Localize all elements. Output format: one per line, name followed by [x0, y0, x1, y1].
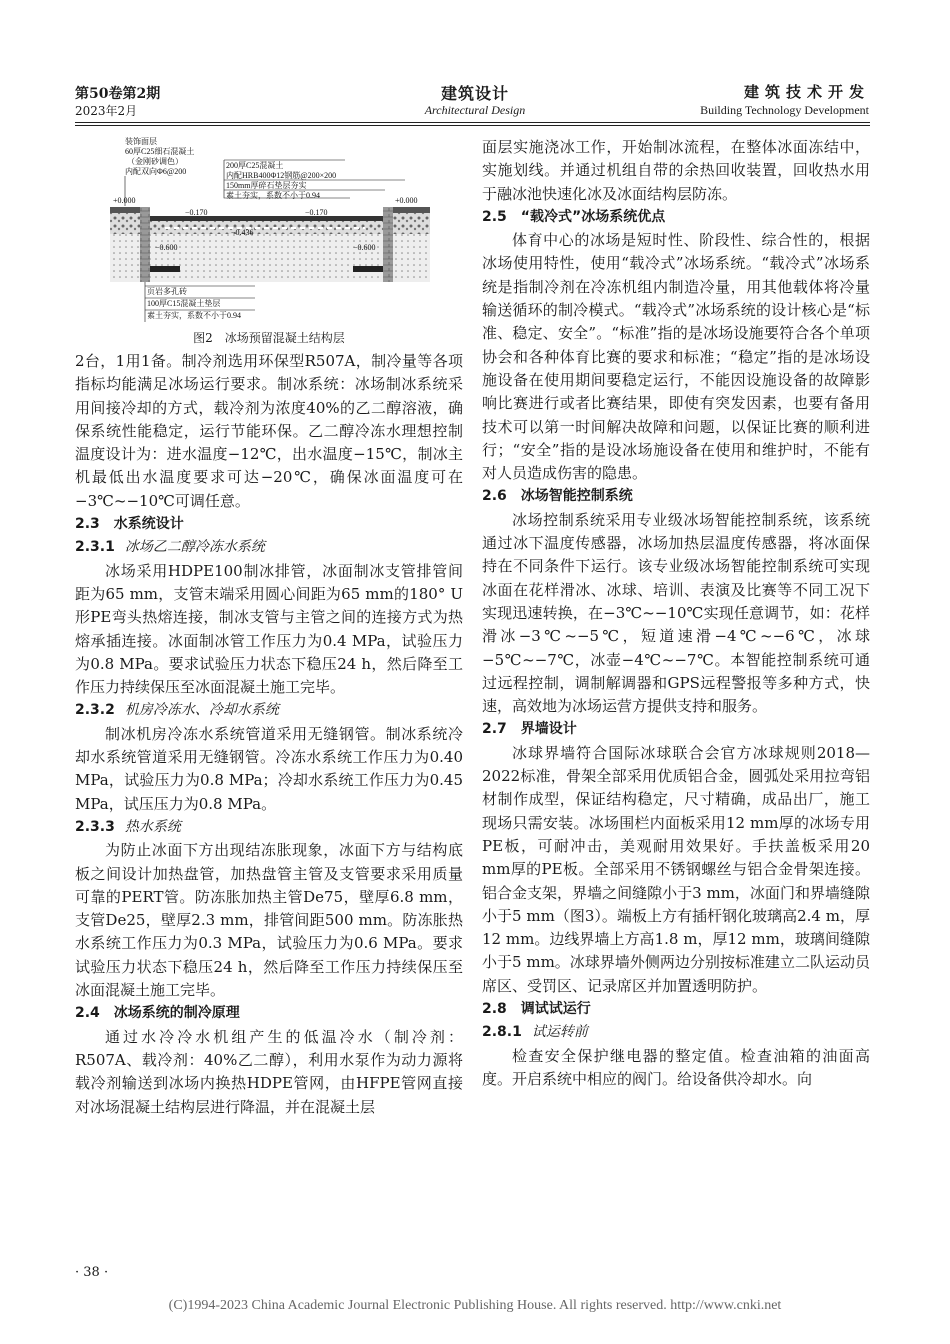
fig-elev-left-ice: −0.170 [185, 208, 208, 217]
fig-label-gravel: 150mm厚碎石垫层夯实 [226, 181, 307, 190]
fig-label-mesh: 内配双向Φ6@200 [125, 167, 187, 176]
paragraph: 通过水冷冷水机组产生的低温冷水（制冷剂：R507A、载冷剂：40%乙二醇），利用水泵作为动力源将载冷剂输送到冰场内换热HDPE管网，由HFPE管网直接对冰场混凝土结构层进行降温，并在混凝土层 [75, 1027, 463, 1116]
journal-title-cn: 建筑设计 [440, 84, 509, 103]
fig-label-color: （金刚砂调色） [127, 157, 183, 166]
section-heading-2-3: 2.3 水系统设计 [75, 516, 184, 533]
header-rule-thin [75, 125, 870, 126]
figure-2 [75, 136, 463, 350]
subsection-heading-2-3-2 [75, 699, 463, 722]
fig-elev-right-ice: −0.170 [305, 208, 328, 217]
journal-volume: 第50卷第2期 [75, 86, 161, 102]
paragraph: 冰球界墙符合国际冰球联合会官方冰球规则2018—2022标准，骨架全部采用优质铝合金，圆弧处采用拉弯铝材制作成型，保证结构稳定，尺寸精确，成品出厂，施工现场只需安装。冰场围栏内面板采用12 mm厚的冰场专用PE板，可耐冲击，美观耐用效果好。手扶盖板采用20 mm厚的PE板。全部采用不锈钢螺丝与铝合金骨架连接。铝合金支架，界墙之间缝隙小于3 mm，冰面门和界墙缝隙小于5 mm（图3）。端板上方有插杆钢化玻璃高2.4 m，厚12 mm。边线界墙上方高1.8 m，厚12 mm，玻璃间缝隙小于5 mm。冰球界墙外侧两边分别按标准建立二队运动员席区、受罚区、记录席区并加置透明防护。 [482, 743, 870, 995]
section-title-en: Building Technology Development [700, 103, 869, 117]
subsection-heading-2-8-1 [482, 1021, 870, 1044]
structure-section-diagram [105, 136, 435, 326]
page-number: · 38 · [75, 1265, 109, 1280]
fig-label-slab: 200厚C25混凝土 [226, 161, 284, 170]
subsection-title: 冰场乙二醇冷冻水系统 [124, 539, 265, 556]
right-footing [353, 266, 383, 272]
journal-date: 2023年2月 [75, 104, 138, 118]
right-brick-wall [383, 207, 393, 282]
left-soil [110, 234, 140, 282]
subsection-title: 机房冷冻水、冷却水系统 [124, 702, 279, 719]
subgrade-soil [150, 234, 383, 282]
figure-caption: 图2 冰场预留混凝土结构层 [193, 331, 345, 345]
subsection-number: 2.3.3 [75, 818, 115, 835]
fig-elev-left-bottom: −0.600 [155, 243, 178, 252]
paragraph: 制冰机房冷冻水系统管道采用无缝钢管。制冰系统冷却水系统管道采用无缝钢管。冷冻水系统工作压力为0.40 MPa，试验压力为0.8 MPa；冷却水系统工作压力为0.45 MPa，试压压力为0.8 MPa。 [75, 724, 463, 813]
section-heading-2-6: 2.6 冰场智能控制系统 [482, 488, 633, 505]
copyright-notice: (C)1994-2023 China Academic Journal Electronic Publishing House. All rights reserved. http://www.cnki.net [168, 1298, 782, 1313]
section-heading-2-8: 2.8 调试试运行 [482, 1000, 591, 1017]
fig-label-brick: 页岩多孔砖 [147, 287, 187, 296]
subsection-number: 2.8.1 [482, 1024, 522, 1041]
subsection-number: 2.3.2 [75, 702, 115, 719]
fig-label-topping: 60厚C25细石混凝土 [125, 147, 195, 156]
header-rule [75, 122, 870, 123]
fig-label-compacted-soil: 素土夯实，系数不小于0.94 [147, 311, 241, 320]
left-brick-wall [140, 207, 150, 282]
subsection-heading-2-3-3 [75, 816, 463, 839]
paragraph: 为防止冰面下方出现结冻胀现象，冰面下方与结构底板之间设计加热盘管，加热盘管主管及支管要求采用质量可靠的PERT管。防冻胀加热主管De75，壁厚6.8 mm，支管De25，壁厚2.3 mm，排管间距500 mm。防冻胀热水系统工作压力为0.3 MPa，试验压力为0.6 MPa。要求试验压力状态下稳压24 h，然后降至工作压力持续保压至冰面混凝土施工完毕。 [75, 841, 463, 1000]
fig-label-soil: 素土夯实，系数不小于0.94 [226, 191, 320, 200]
paragraph: 体育中心的冰场是短时性、阶段性、综合性的，根据冰场使用特性，使用“载冷式”冰场系统。“载冷式”冰场系统是指制冷剂在冷冻机组内制造冷量，用其他载体将冷量输送循环的制冷模式。“载冷式”冰场系统的设计核心是“标准、稳定、安全”。“标准”指的是冰场设施要符合各个单项协会和各种体育比赛的要求和标准；“稳定”指的是冰场设施设备在使用期间要稳定运行，不能因设施设备的故障影响比赛进行或者比赛结果，即使有突发因素，也要有备用技术可以第一时间解决故障和问题，以保证比赛的顺利进行；“安全”指的是设冰场施设备在使用和维护时，不能有对人员造成伤害的隐患。 [482, 231, 870, 483]
section-heading-2-5: 2.5 “载冷式”冰场系统优点 [482, 208, 666, 225]
fig-elev-right-top: +0.000 [395, 196, 418, 205]
subsection-title: 试运转前 [531, 1024, 588, 1041]
subsection-number: 2.3.1 [75, 539, 115, 556]
fig-label-finish: 装饰面层 [125, 137, 157, 146]
section-title-cn: 建筑技术开发 [743, 83, 870, 101]
paragraph: 冰场采用HDPE100制冰排管，冰面制冰支管排管间距为65 mm，支管末端采用圆心间距为65 mm的180° U形PE弯头热熔连接，制冰支管与主管之间的连接方式为热熔承插连接。冰面制冰管工作压力为0.4 MPa，试验压力为0.8 MPa。要求试验压力状态下稳压24 h，然后降至工作压力持续保压至冰面混凝土施工完毕。 [75, 561, 463, 697]
subsection-heading-2-3-1 [75, 536, 463, 559]
paragraph: 2台，1用1备。制冷剂选用环保型R507A，制冷量等各项指标均能满足冰场运行要求。制冰系统：冰场制冰系统采用间接冷却的方式，载冷剂为浓度40%的乙二醇溶液，确保系统性能稳定，运行节能环保。乙二醇冷冻水理想控制温度设计为：进水温度−12℃，出水温度−15℃，制冰主机最低出水温度要求可达−20℃，确保冰面温度可在−3℃~−10℃可调任意。 [75, 352, 463, 510]
right-soil [393, 234, 430, 282]
left-column [75, 136, 463, 1119]
left-footing [150, 266, 180, 272]
fig-elev-left-top: +0.000 [113, 196, 136, 205]
paragraph: 面层实施浇冰工作，开始制冰流程，在整体冰面冻结中，实施划线。并通过机组自带的余热回收装置，回收热水用于融冰池快速化冰及冰面结构层防冻。 [482, 138, 870, 203]
fig-elev-right-bottom: −0.600 [353, 243, 376, 252]
fig-label-cushion: 100厚C15混凝土垫层 [147, 299, 221, 308]
section-heading-2-7: 2.7 界墙设计 [482, 721, 577, 738]
journal-title-en: Architectural Design [424, 103, 526, 117]
paragraph: 检查安全保护继电器的整定值。检查油箱的油面高度。开启系统中相应的阀门。给设备供冷却水。向 [482, 1046, 870, 1088]
right-column [482, 136, 870, 1091]
page-header [0, 0, 950, 130]
fig-label-rebar: 内配HRB400Φ12钢筋@200×200 [226, 171, 337, 180]
paragraph: 冰场控制系统采用专业级冰场智能控制系统，该系统通过冰下温度传感器，冰场加热层温度传感器，将冰面保持在不同条件下运行。该专业级冰场智能控制系统可实现冰面在花样滑冰、冰球、培训、表演及比赛等不同工况下实现迅速转换，在−3℃~−10℃实现任意调节，如：花样滑冰−3℃~−5℃，短道速滑−4℃~−6℃，冰球−5℃~−7℃，冰壶−4℃~−7℃。本智能控制系统可通过远程控制，调制解调器和GPS远程警报等多种方式，快速，高效地为冰场运营方提供支持和服务。 [482, 510, 870, 716]
fig-elev-mid: −0.436 [231, 228, 254, 237]
section-heading-2-4: 2.4 冰场系统的制冷原理 [75, 1005, 240, 1022]
subsection-title: 热水系统 [124, 818, 181, 835]
